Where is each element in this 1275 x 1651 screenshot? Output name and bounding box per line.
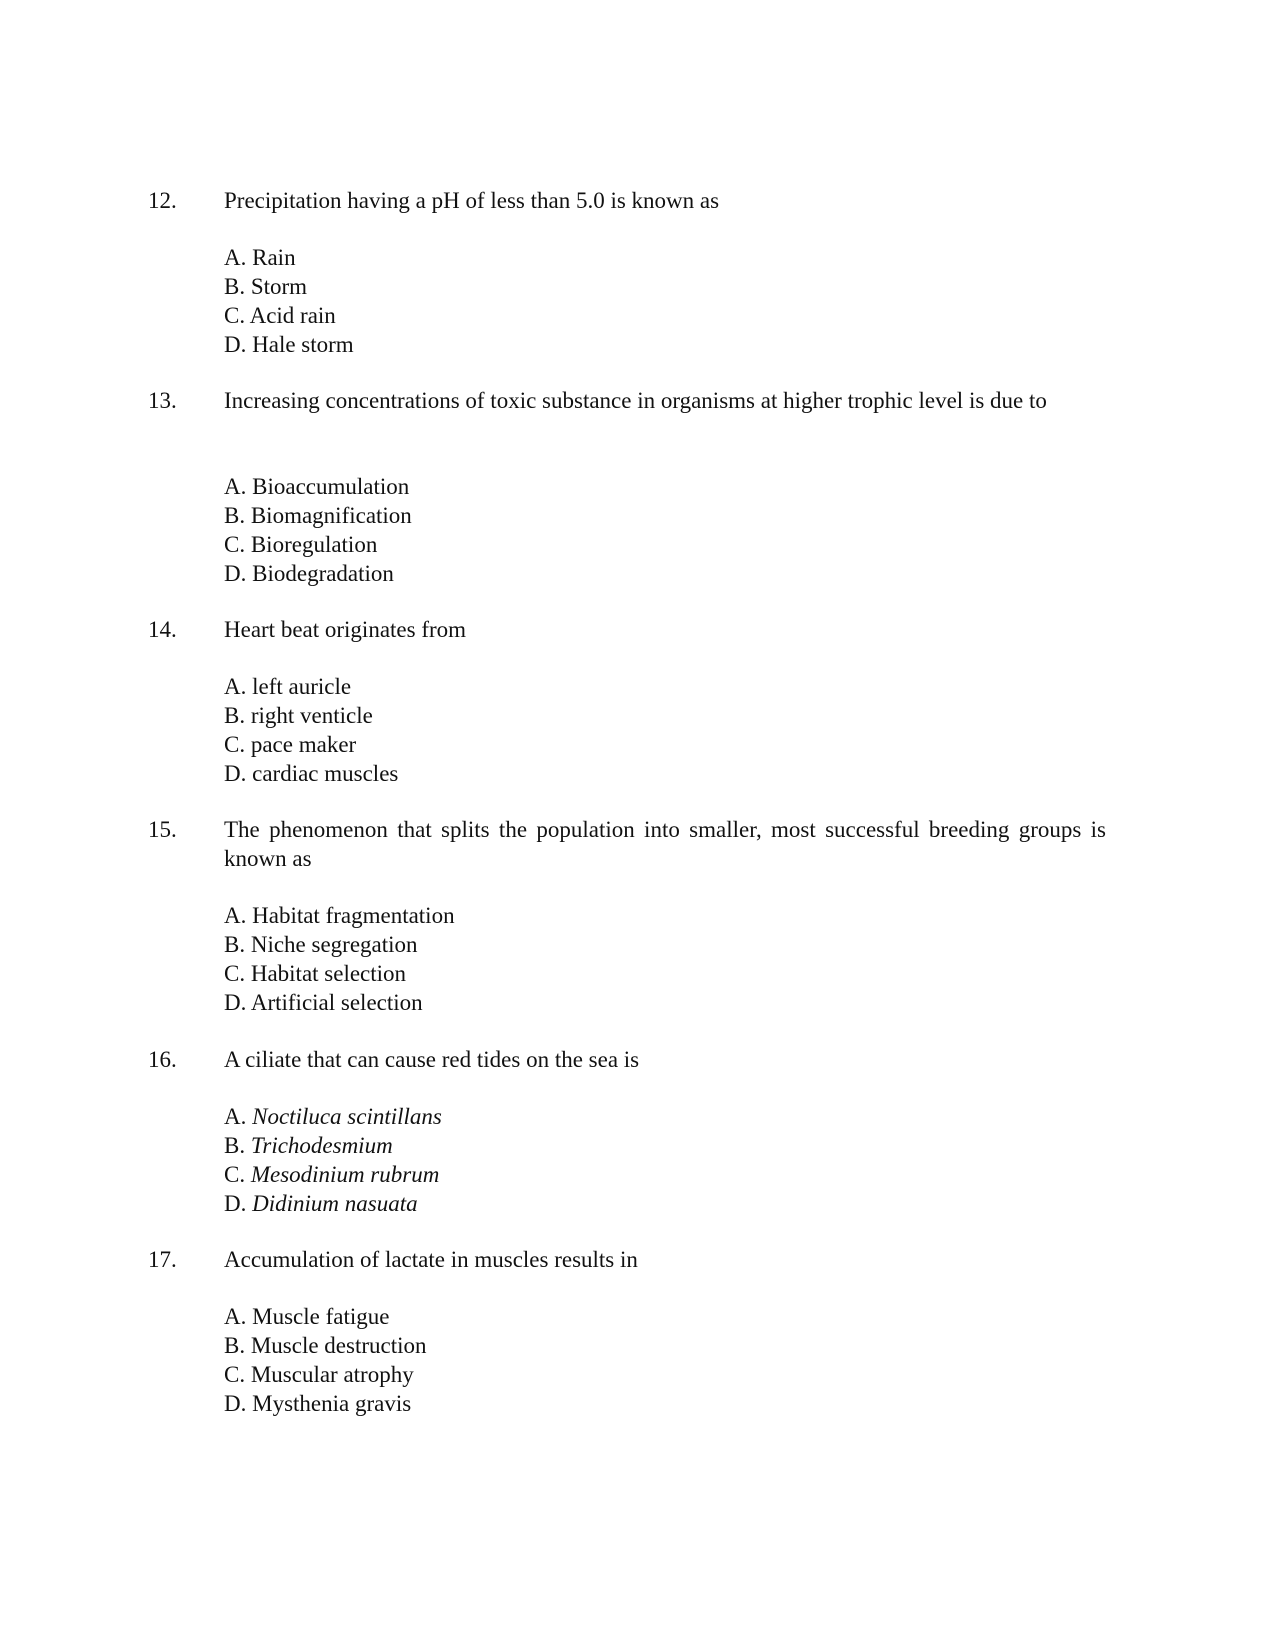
option-text: cardiac muscles [252,761,399,786]
option-letter: C. [224,1362,251,1387]
option-a [224,243,354,272]
option-text: Noctiluca scintillans [252,1104,442,1129]
option-text: pace maker [250,732,357,757]
option-a [224,901,455,930]
option-text: Acid rain [249,303,336,328]
answer-options [224,672,398,788]
option-letter: A. [224,1104,253,1129]
option-letter: D. [224,332,253,357]
option-text: Mesodinium rubrum [250,1162,440,1187]
option-letter: B. [224,1133,251,1158]
question-text: Accumulation of lactate in muscles results in [224,1247,638,1272]
option-text: Storm [250,274,308,299]
option-letter: D. [224,1191,253,1216]
option-letter: C. [224,732,251,757]
option-letter: D. [224,1391,253,1416]
option-b [224,272,354,301]
option-text: Muscle destruction [250,1333,427,1358]
option-letter: C. [224,303,250,328]
option-d [224,759,398,788]
answer-options [224,1102,442,1218]
question-number: 16. [148,1047,177,1072]
option-letter: A. [224,245,253,270]
question-number: 12. [148,188,177,213]
option-letter: A. [224,674,253,699]
option-b [224,1331,427,1360]
option-letter: C. [224,532,251,557]
option-text: Muscular atrophy [250,1362,414,1387]
option-c [224,959,455,988]
option-b [224,701,398,730]
option-c [224,530,412,559]
option-letter: B. [224,503,251,528]
question-text: Heart beat originates from [224,617,467,642]
option-d [224,1189,442,1218]
option-text: Biomagnification [250,503,412,528]
option-a [224,1302,427,1331]
option-d [224,559,412,588]
option-a [224,672,398,701]
option-letter: B. [224,703,251,728]
option-text: Mysthenia gravis [252,1391,412,1416]
option-letter: A. [224,903,253,928]
option-letter: C. [224,1162,251,1187]
option-text: Muscle fatigue [252,1304,390,1329]
option-letter: D. [224,990,251,1015]
option-b [224,1131,442,1160]
option-letter: B. [224,274,251,299]
option-a [224,1102,442,1131]
option-letter: A. [224,474,253,499]
option-b [224,501,412,530]
option-text: Bioregulation [250,532,378,557]
option-text: right venticle [250,703,373,728]
option-text: Niche segregation [250,932,418,957]
question-text: A ciliate that can cause red tides on the sea is [224,1047,640,1072]
option-text: Rain [252,245,296,270]
option-letter: C. [224,961,251,986]
option-d [224,988,455,1017]
option-letter: A. [224,1304,253,1329]
option-letter: B. [224,932,251,957]
answer-options [224,1302,427,1418]
option-letter: B. [224,1333,251,1358]
option-a [224,472,412,501]
option-letter: D. [224,761,253,786]
option-b [224,930,455,959]
option-c [224,730,398,759]
option-text: Didinium nasuata [252,1191,418,1216]
option-text: Hale storm [252,332,354,357]
option-text: Habitat fragmentation [252,903,455,928]
question-number: 17. [148,1247,177,1272]
option-c [224,1160,442,1189]
option-d [224,1389,427,1418]
answer-options [224,243,354,359]
option-text: Habitat selection [250,961,407,986]
option-c [224,1360,427,1389]
option-text: Bioaccumulation [252,474,410,499]
option-text: Trichodesmium [250,1133,393,1158]
option-text: left auricle [252,674,352,699]
question-number: 15. [148,817,177,842]
question-text: The phenomenon that splits the population into smaller, most successful breeding groups is known as [224,817,1106,871]
answer-options [224,472,412,588]
option-letter: D. [224,561,253,586]
option-c [224,301,354,330]
option-text: Biodegradation [252,561,394,586]
option-d [224,330,354,359]
question-number: 13. [148,388,177,413]
question-text: Precipitation having a pH of less than 5.0 is known as [224,188,720,213]
question-text: Increasing concentrations of toxic substance in organisms at higher trophic level is due to [224,388,1047,413]
option-text: Artificial selection [250,990,423,1015]
question-number: 14. [148,617,177,642]
answer-options [224,901,455,1017]
